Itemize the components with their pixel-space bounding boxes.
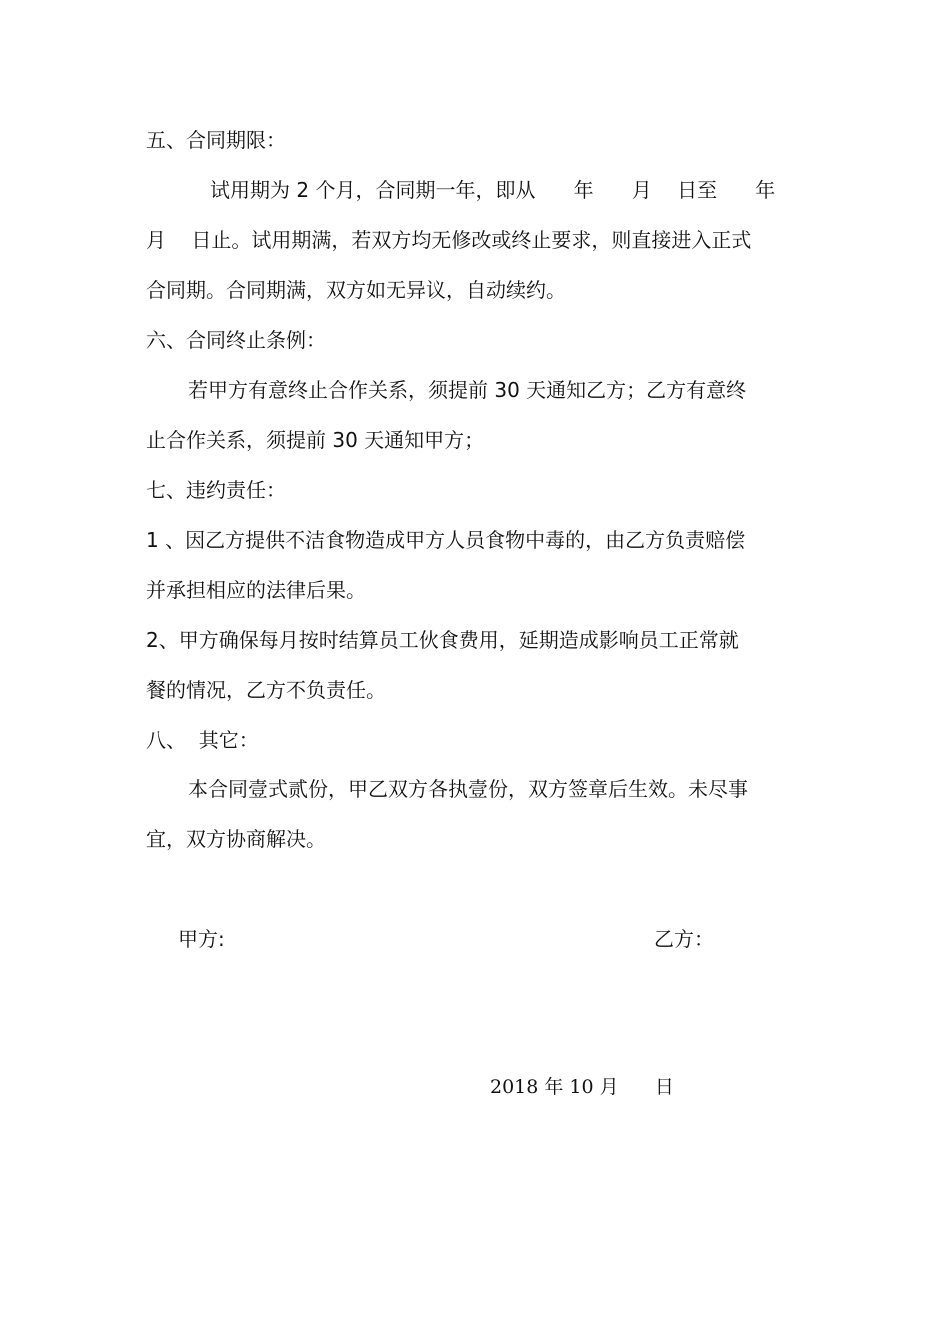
section-heading-other: 八、 其它： — [146, 728, 259, 752]
liability-item-1-line-1: 1 、因乙方提供不洁食物造成甲方人员食物中毒的，由乙方负责赔偿 — [146, 528, 746, 552]
section-term-line-2: 月 日止。试用期满，若双方均无修改或终止要求，则直接进入正式 — [146, 228, 752, 252]
party-a-signature-label: 甲方: — [178, 927, 225, 951]
section-term-line-1: 试用期为 2 个月，合同期一年，即从 年 月 日至 年 — [210, 178, 776, 202]
section-heading-termination: 六、合同终止条例： — [146, 328, 326, 352]
party-b-signature-label: 乙方： — [654, 927, 714, 951]
liability-item-2-line-2: 餐的情况，乙方不负责任。 — [146, 678, 386, 702]
section-termination-line-2: 止合作关系，须提前 30 天通知甲方； — [146, 428, 485, 452]
section-term-line-3: 合同期。合同期满，双方如无异议，自动续约。 — [146, 278, 566, 302]
section-heading-term: 五、合同期限： — [146, 128, 286, 152]
signing-date: 2018 年 10 月 日 — [490, 1076, 674, 1098]
section-termination-line-1: 若甲方有意终止合作关系，须提前 30 天通知乙方；乙方有意终 — [188, 378, 747, 402]
section-other-line-2: 宜，双方协商解决。 — [146, 827, 326, 851]
section-heading-liability: 七、违约责任： — [146, 478, 286, 502]
liability-item-1-line-2: 并承担相应的法律后果。 — [146, 578, 366, 602]
liability-item-2-line-1: 2、甲方确保每月按时结算员工伙食费用，延期造成影响员工正常就 — [146, 628, 739, 652]
section-other-line-1: 本合同壹式贰份，甲乙双方各执壹份，双方签章后生效。未尽事 — [188, 777, 748, 801]
